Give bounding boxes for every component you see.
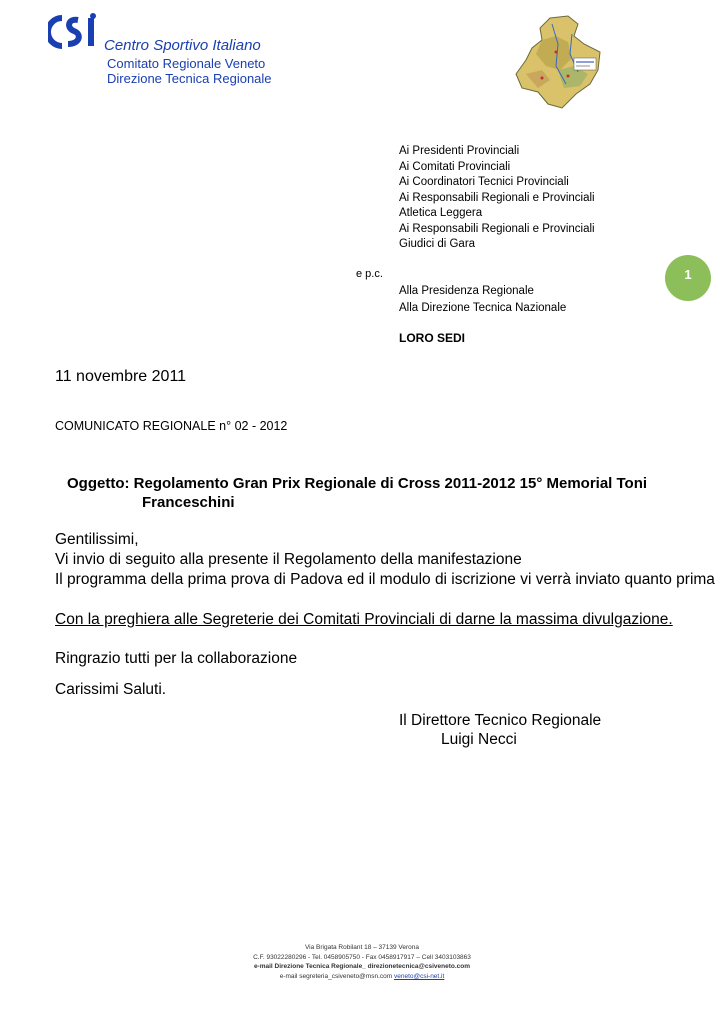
letter-date: 11 novembre 2011 xyxy=(55,368,187,385)
footer-email-2 xyxy=(0,972,724,982)
subject-line: Oggetto: Regolamento Gran Prix Regionale di Cross 2011-2012 15° Memorial Toni xyxy=(67,475,648,492)
cc-recipient-line: Alla Presidenza Regionale xyxy=(399,285,534,297)
footer-email-2-prefix: e-mail segreteria_csiveneto@msn.com xyxy=(279,972,393,980)
veneto-map-image xyxy=(512,14,604,110)
thanks-line: Ringrazio tutti per la collaborazione xyxy=(55,650,298,667)
loro-sedi: LORO SEDI xyxy=(399,331,466,345)
recipients-list xyxy=(399,144,595,253)
body-line-2: Il programma della prima prova di Padova ed il modulo di iscrizione vi verrà inviato quanto prima xyxy=(55,571,715,588)
footer-contacts: C.F. 93022280296 - Tel. 0458905750 - Fax 0458917917 – Cell 3403103863 xyxy=(253,953,471,961)
recipient-line: Giudici di Gara xyxy=(399,238,476,250)
subject-line-continued: Franceschini xyxy=(142,494,235,511)
comunicato-number: COMUNICATO REGIONALE n° 02 - 2012 xyxy=(55,419,288,433)
cc-recipients-list xyxy=(399,283,566,317)
closing-line: Carissimi Saluti. xyxy=(55,681,167,698)
recipient-line: Ai Comitati Provinciali xyxy=(399,160,511,173)
body-line-1: Vi invio di seguito alla presente il Regolamento della manifestazione xyxy=(55,551,522,568)
org-sub-regional: Comitato Regionale Veneto xyxy=(107,56,266,71)
org-name: Centro Sportivo Italiano xyxy=(104,37,261,54)
cc-recipient-line: Alla Direzione Tecnica Nazionale xyxy=(399,302,567,314)
recipient-line: Atletica Leggera xyxy=(399,207,483,219)
recipient-line: Ai Responsabili Regionali e Provinciali xyxy=(399,191,595,204)
recipient-line: Ai Responsabili Regionali e Provinciali xyxy=(399,222,595,235)
csi-logo xyxy=(48,12,100,52)
recipient-line: Ai Coordinatori Tecnici Provinciali xyxy=(399,176,569,188)
footer-address: Via Brigata Robilant 18 – 37139 Verona xyxy=(304,944,420,951)
page-number-badge: 1 xyxy=(665,255,711,301)
greeting: Gentilissimi, xyxy=(55,531,139,548)
cc-label: e p.c. xyxy=(356,268,383,280)
recipient-line: Ai Presidenti Provinciali xyxy=(399,145,520,157)
signature-name: Luigi Necci xyxy=(441,731,517,748)
footer-email-link[interactable]: veneto@csi-net.it xyxy=(393,972,445,980)
org-sub-direction: Direzione Tecnica Regionale xyxy=(107,71,272,86)
footer-email: e-mail Direzione Tecnica Regionale_ direzionetecnica@csiveneto.com xyxy=(253,963,471,970)
footer xyxy=(0,943,724,981)
signature-title: Il Direttore Tecnico Regionale xyxy=(399,712,602,729)
request-line: Con la preghiera alle Segreterie dei Comitati Provinciali di darne la massima divulgazione. xyxy=(55,611,673,628)
